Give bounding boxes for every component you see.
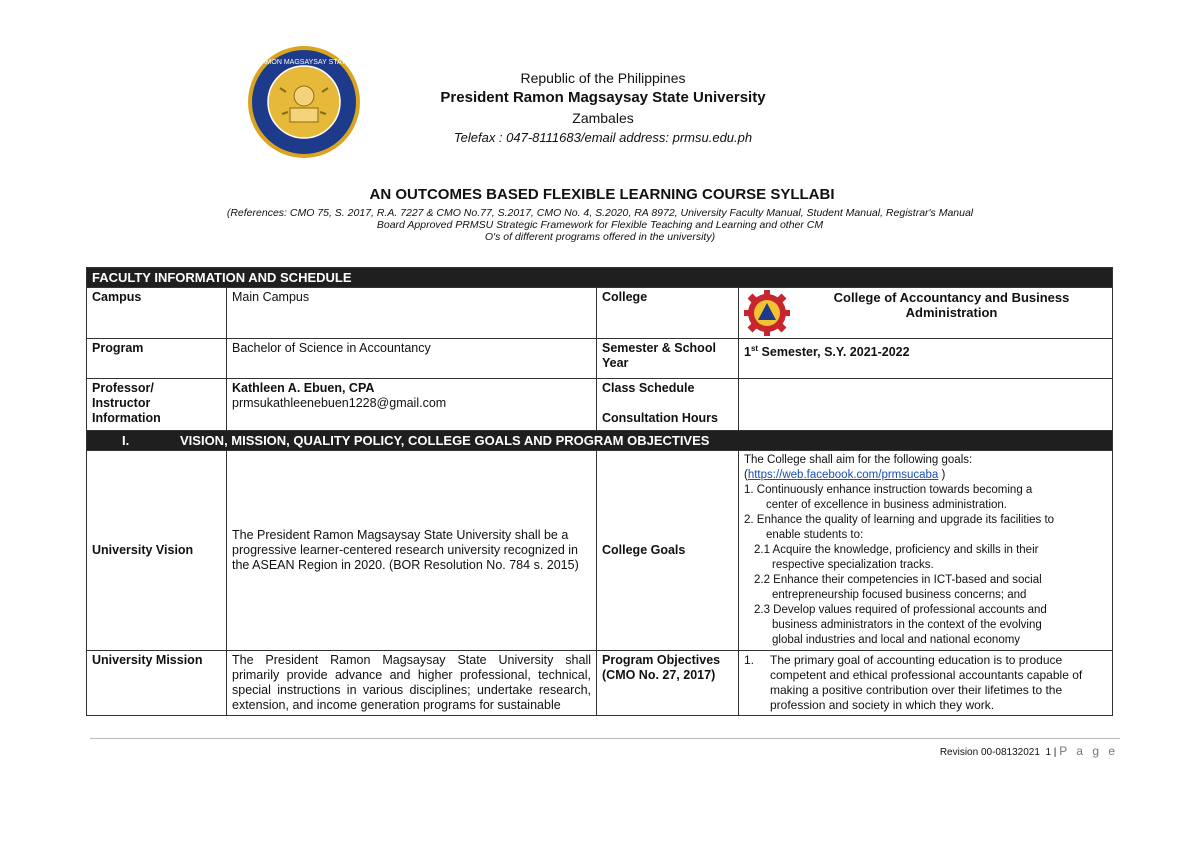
page-number: 1: [1045, 747, 1052, 758]
section-1-number: I.: [122, 433, 130, 448]
faculty-info-header-row: [87, 268, 1113, 288]
semester-superscript: st: [750, 344, 759, 353]
program-row: [87, 339, 1113, 379]
seal-text: PRESIDENT RAMON MAGSAYSAY STATE UNIVERSITY: [213, 59, 395, 66]
references: [180, 207, 1020, 243]
program-label: Program: [87, 339, 227, 379]
footer-divider: [90, 738, 1120, 739]
mission-label: University Mission: [87, 651, 227, 716]
goal-2-3-line-2: business administrators in the context of the evolving: [772, 619, 1042, 631]
professor-label-line-2: Instructor: [92, 396, 151, 410]
facebook-link[interactable]: https://web.facebook.com/prmsucaba: [747, 469, 939, 481]
professor-name: Kathleen A. Ebuen, CPA: [232, 381, 375, 395]
professor-label: [87, 379, 227, 431]
goals-intro: The College shall aim for the following goals:: [744, 454, 973, 466]
vision-label: University Vision: [87, 451, 227, 651]
section-1-heading: [87, 431, 1113, 451]
goals-link-close: ): [938, 469, 946, 481]
header-university: President Ramon Magsaysay State University: [440, 89, 766, 106]
campus-value: Main Campus: [227, 288, 597, 339]
references-line-1: (References: CMO 75, S. 2017, R.A. 7227 & CMO No.77, S.2017, CMO No. 4, S.2020, RA 8972, University Faculty Manual, Student Manual, Registrar's Manual: [226, 207, 974, 219]
goal-2-1-line-2: respective specialization tracks.: [772, 559, 934, 571]
document-title: AN OUTCOMES BASED FLEXIBLE LEARNING COURSE SYLLABI: [369, 186, 835, 203]
header-country: Republic of the Philippines: [520, 70, 686, 86]
goal-2-2-line-2: entrepreneurship focused business concerns; and: [772, 589, 1027, 601]
page-label: P a g e: [1059, 744, 1118, 758]
goal-2-3-line-1: 2.3 Develop values required of professional accounts and: [754, 604, 1047, 616]
semester-text: Semester, S.Y. 2021-2022: [758, 345, 910, 360]
vision-text: The President Ramon Magsaysay State University shall be a progressive learner-centered research university recognized in the ASEAN Region in 2020. (BOR Resolution No. 784 s. 2015): [227, 451, 597, 651]
syllabus-table: [86, 267, 1113, 716]
goal-1-line-2: center of excellence in business administration.: [766, 499, 1007, 511]
semester-value: [739, 339, 1113, 379]
professor-email: prmsukathleenebuen1228@gmail.com: [232, 396, 447, 410]
page-footer: [940, 744, 1118, 758]
professor-label-line-1: Professor/: [92, 381, 154, 395]
goal-2-line-1: 2. Enhance the quality of learning and upgrade its facilities to: [744, 514, 1055, 526]
goals-label: College Goals: [597, 451, 739, 651]
references-line-2: Board Approved PRMSU Strategic Framework for Flexible Teaching and Learning and other CM: [376, 219, 824, 231]
header-province: Zambales: [572, 110, 634, 126]
goals-link-open: (: [744, 469, 748, 481]
class-schedule-label: Class Schedule: [602, 381, 695, 395]
objectives-label: [597, 651, 739, 716]
professor-row: [87, 379, 1113, 431]
faculty-info-heading: FACULTY INFORMATION AND SCHEDULE: [87, 268, 1113, 288]
objective-1-number: 1.: [744, 653, 755, 667]
campus-label: Campus: [87, 288, 227, 339]
goal-1-line-1: 1. Continuously enhance instruction towards becoming a: [744, 484, 1033, 496]
college-value: College of Accountancy and Business Administration: [833, 290, 1070, 320]
header-contact: Telefax : 047-8111683/email address: prmsu.edu.ph: [453, 130, 753, 145]
goal-2-2-line-1: 2.2 Enhance their competencies in ICT-based and social: [754, 574, 1042, 586]
vision-goals-row: [87, 451, 1113, 651]
consultation-hours-label: Consultation Hours: [602, 411, 718, 425]
footer-separator: |: [1053, 747, 1057, 758]
goal-2-line-2: enable students to:: [766, 529, 864, 541]
objectives-text: [739, 651, 1113, 716]
college-label: College: [597, 288, 739, 339]
revision-number: Revision 00-08132021: [939, 747, 1040, 758]
professor-label-line-3: Information: [92, 411, 161, 425]
semester-label: Semester & School Year: [597, 339, 739, 379]
mission-objectives-row: [87, 651, 1113, 716]
campus-row: [87, 288, 1113, 339]
section-1-header-row: [87, 431, 1113, 451]
objective-1-text: The primary goal of accounting education is to produce competent and ethical professional accountants capable of making a positive contribution over their lifetimes to the profession and society in which they work.: [770, 653, 1083, 712]
objectives-label-line-2: (CMO No. 27, 2017): [602, 668, 716, 682]
schedule-labels: [597, 379, 739, 431]
mission-text: The President Ramon Magsaysay State University shall primarily provide advance and higher professional, technical, special instructions in various disciplines; undertake research, extension, and income generation programs for sustainable: [227, 651, 597, 716]
goal-2-3-line-3: global industries and local and national economy: [772, 634, 1021, 646]
professor-info: [227, 379, 597, 431]
goals-link-line: [744, 468, 1107, 483]
goal-2-1-line-1: 2.1 Acquire the knowledge, proficiency and skills in their: [754, 544, 1039, 556]
objectives-label-line-1: Program Objectives: [602, 653, 721, 667]
goals-text: [739, 451, 1113, 651]
references-line-3: O's of different programs offered in the university): [484, 231, 716, 243]
schedule-value: [739, 379, 1113, 431]
program-value: Bachelor of Science in Accountancy: [227, 339, 597, 379]
section-1-title: VISION, MISSION, QUALITY POLICY, COLLEGE GOALS AND PROGRAM OBJECTIVES: [180, 433, 710, 448]
college-gear-logo: [744, 290, 790, 336]
college-cell: [739, 288, 1113, 339]
semester-number: 1: [744, 345, 751, 360]
university-seal-logo: [213, 44, 395, 160]
